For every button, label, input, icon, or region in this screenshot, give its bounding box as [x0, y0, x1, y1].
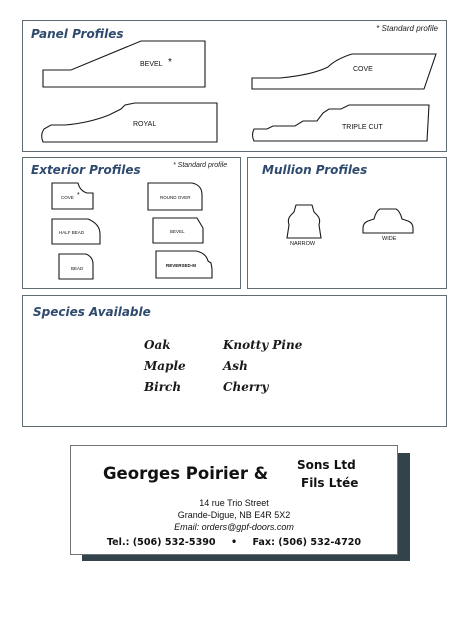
species-section — [22, 295, 447, 427]
wide-mullion-profile — [362, 206, 416, 234]
species-birch: Birch — [144, 380, 182, 394]
wide-mullion-label: WIDE — [382, 236, 397, 242]
royal-panel-label: ROYAL — [133, 121, 157, 128]
standard-profile-note: * Standard profile — [376, 24, 438, 33]
company-suffix-en: Sons Ltd — [297, 458, 356, 472]
company-contact-line — [71, 537, 397, 548]
company-street: 14 rue Trio Street — [199, 498, 269, 508]
cove-panel-profile — [252, 51, 437, 91]
exterior-standard-mark: * — [77, 192, 80, 199]
round-over-exterior-label: ROUND OVER — [160, 195, 191, 200]
company-suffix-fr: Fils Ltée — [301, 476, 359, 490]
bevel-panel-label: BEVEL — [140, 61, 163, 68]
exterior-standard-note: * Standard profile — [173, 162, 228, 169]
company-name: Georges Poirier & — [103, 464, 269, 483]
royal-panel-profile — [41, 99, 219, 144]
mullion-profiles-title: Mullion Profiles — [262, 163, 368, 177]
species-oak: Oak — [144, 338, 171, 352]
standard-mark: * — [168, 57, 172, 68]
bevel-exterior-label: BEVEL — [170, 229, 185, 234]
company-fax: Fax: (506) 532-4720 — [252, 537, 362, 548]
triple-cut-panel-label: TRIPLE CUT — [342, 124, 383, 131]
exterior-profiles-section — [22, 157, 241, 289]
exterior-profiles-title: Exterior Profiles — [31, 163, 141, 177]
species-ash: Ash — [223, 359, 248, 373]
narrow-mullion-label: NARROW — [290, 241, 316, 247]
half-bead-exterior-label: HALF BEAD — [59, 230, 85, 235]
contact-separator: • — [230, 537, 238, 548]
cove-panel-label: COVE — [353, 66, 373, 73]
bead-exterior-label: BEAD — [71, 266, 84, 271]
business-card — [70, 445, 398, 555]
company-telephone[interactable]: Tel.: (506) 532-5390 — [106, 537, 216, 548]
narrow-mullion-profile — [285, 203, 325, 239]
panel-profiles-section — [22, 20, 447, 152]
cove-exterior-label: COVE — [61, 195, 74, 200]
company-email[interactable]: Email: orders@gpf-doors.com — [174, 522, 294, 532]
triple-cut-panel-profile — [251, 101, 441, 143]
species-maple: Maple — [144, 359, 186, 373]
mullion-profiles-section — [247, 157, 447, 289]
company-city: Grande-Digue, NB E4R 5X2 — [177, 510, 291, 520]
species-cherry: Cherry — [223, 380, 269, 394]
species-knotty-pine: Knotty Pine — [223, 338, 303, 352]
bevel-panel-profile — [43, 39, 213, 89]
species-title: Species Available — [33, 305, 151, 319]
reversed-m-exterior-label: REVERSED-M — [166, 263, 197, 268]
panel-profiles-title: Panel Profiles — [31, 27, 124, 41]
